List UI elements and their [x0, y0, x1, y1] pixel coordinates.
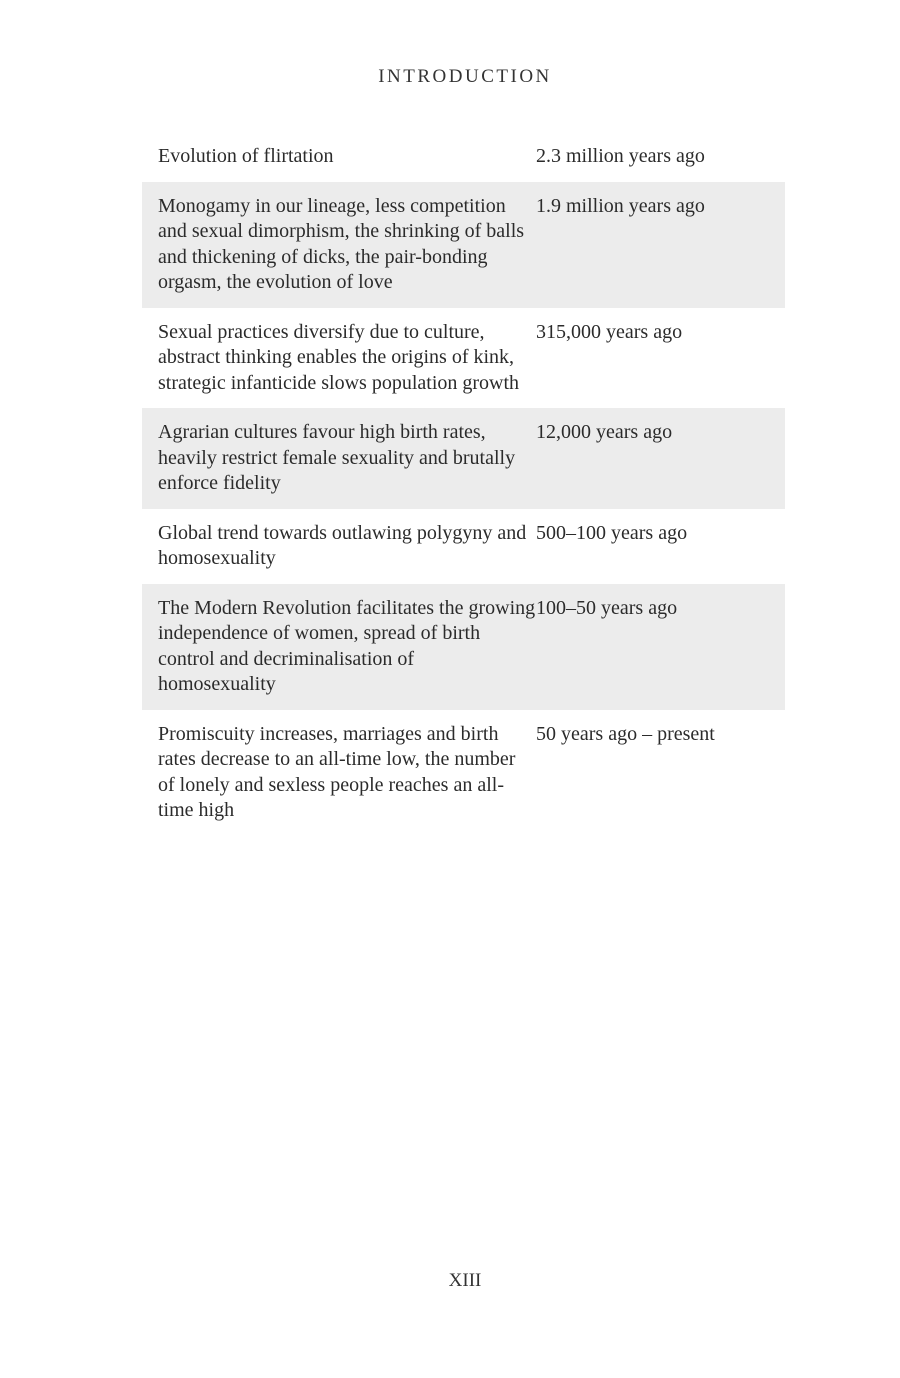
timeline-row-agrarian [142, 408, 785, 509]
timeline-time: 100–50 years ago [536, 596, 678, 619]
timeline-row-flirtation [142, 132, 785, 182]
timeline-event: Agrarian cultures favour high birth rates, heavily restrict female sexuality and brutally enforce fidelity [158, 421, 516, 494]
timeline-event: Promiscuity increases, marriages and birth rates decrease to an all-time low, the number of lonely and sexless people reaches an all-time high [158, 722, 516, 821]
timeline-event: Monogamy in our lineage, less competition and sexual dimorphism, the shrinking of balls and thickening of dicks, the pair-bonding orgasm, the evolution of love [158, 194, 525, 293]
timeline-event: Global trend towards outlawing polygyny and homosexuality [158, 521, 527, 569]
timeline-event: The Modern Revolution facilitates the growing independence of women, spread of birth control and decriminalisation of homosexuality [158, 596, 536, 695]
running-head: INTRODUCTION [378, 66, 552, 87]
timeline-time: 50 years ago – present [536, 722, 715, 745]
timeline-row-modern-revolution [142, 584, 785, 710]
page-number: XIII [448, 1270, 482, 1291]
timeline-table [142, 132, 785, 836]
timeline-row-monogamy [142, 182, 785, 308]
timeline-time: 1.9 million years ago [536, 194, 705, 217]
timeline-time: 2.3 million years ago [536, 145, 705, 167]
timeline-row-culture [142, 308, 785, 409]
timeline-event: Evolution of flirtation [158, 145, 334, 167]
timeline-row-present [142, 710, 785, 836]
timeline-time: 12,000 years ago [536, 421, 673, 443]
timeline-row-outlawing [142, 509, 785, 584]
timeline-time: 500–100 years ago [536, 521, 688, 544]
timeline-time: 315,000 years ago [536, 320, 683, 343]
timeline-event: Sexual practices diversify due to culture, abstract thinking enables the origins of kink, strategic infanticide slows population growth [158, 320, 520, 394]
